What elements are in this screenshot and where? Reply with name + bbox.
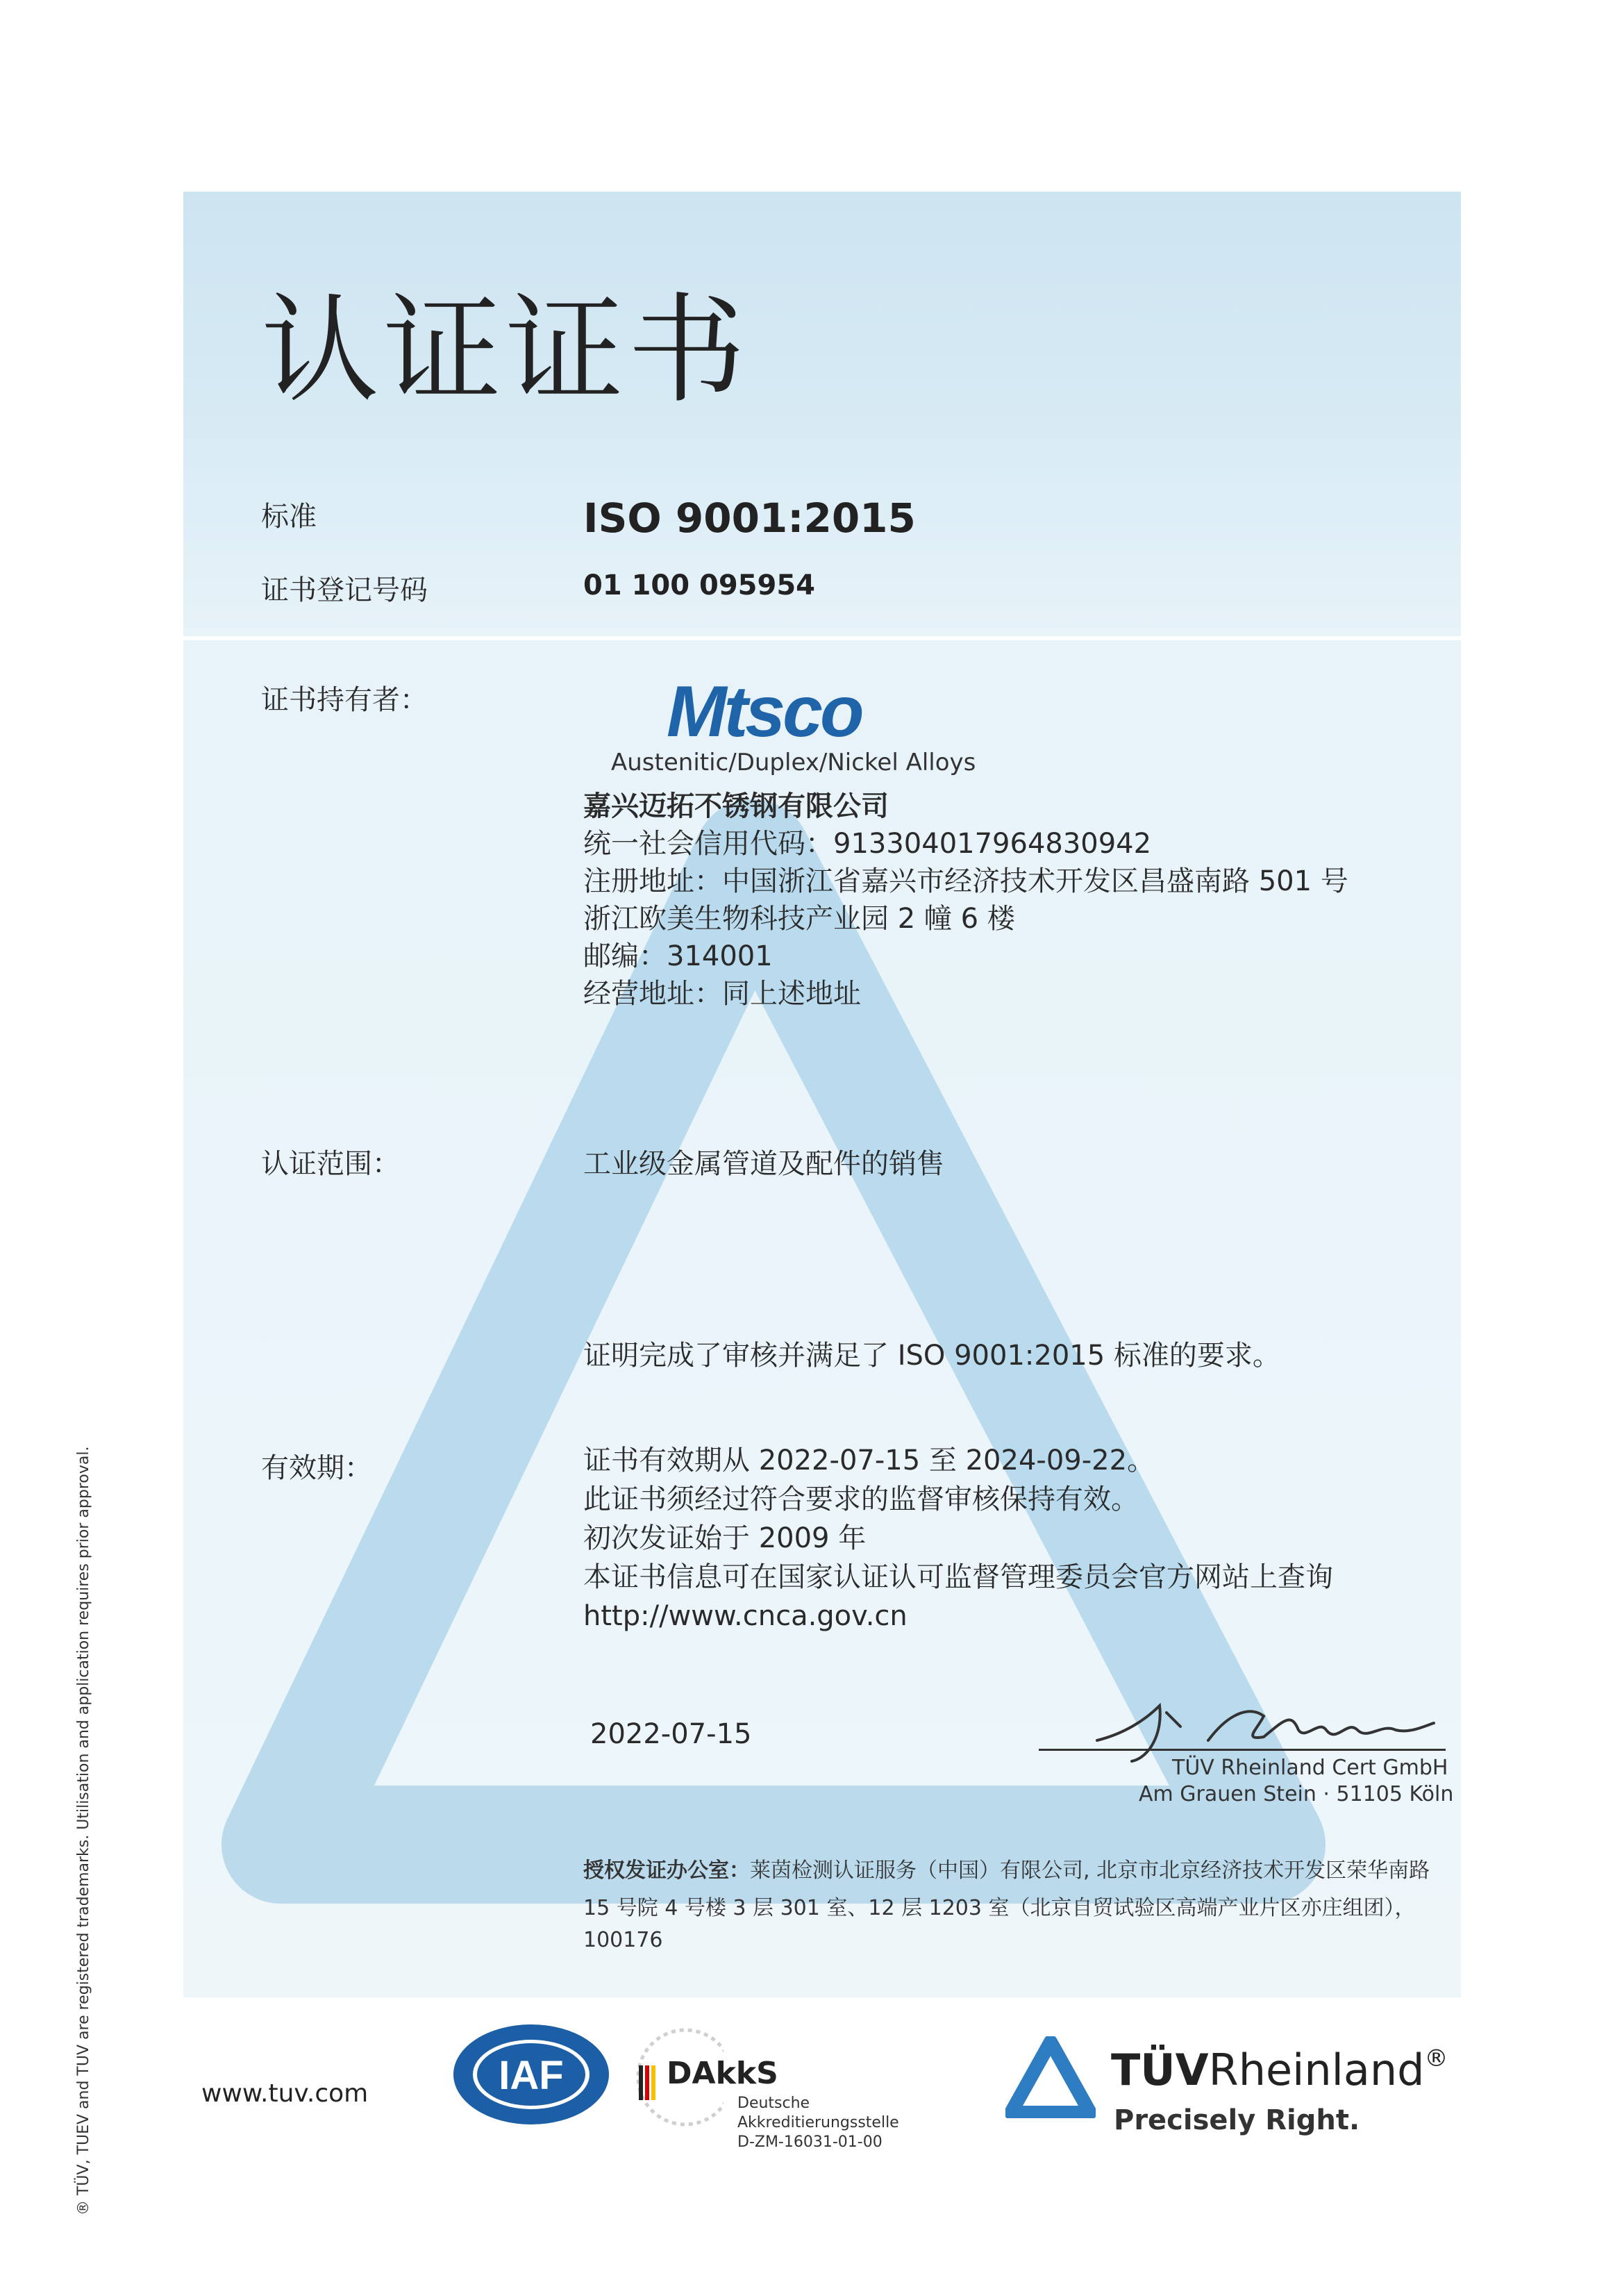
dakks-sub2: Akkreditierungsstelle <box>737 2114 899 2131</box>
tuv-website[interactable]: www.tuv.com <box>201 2079 369 2108</box>
issue-date: 2022-07-15 <box>590 1718 752 1750</box>
issuer-name: TÜV Rheinland Cert GmbH <box>1172 1756 1448 1780</box>
iaf-logo <box>451 2022 611 2129</box>
scope-label: 认证范围： <box>261 1148 400 1180</box>
validity-label: 有效期： <box>261 1452 372 1484</box>
iaf-text: IAF <box>499 2053 564 2098</box>
authorized-office-line2: 15 号院 4 号楼 3 层 301 室、12 层 1203 室（北京自贸试验区高端产业片区亦庄组团）， <box>583 1896 1416 1920</box>
validity-line4: 本证书信息可在国家认证认可监督管理委员会官方网站上查询 <box>583 1561 1333 1593</box>
dakks-sub1: Deutsche <box>737 2095 810 2112</box>
holder-address-line1: 注册地址：中国浙江省嘉兴市经济技术开发区昌盛南路 501 号 <box>583 865 1348 897</box>
issuer-address: Am Grauen Stein · 51105 Köln <box>1139 1782 1454 1806</box>
holder-postcode: 邮编：314001 <box>583 940 773 972</box>
authorized-office-line1 <box>583 1853 1430 1883</box>
scope-value: 工业级金属管道及配件的销售 <box>583 1148 944 1180</box>
validity-line3: 初次发证始于 2009 年 <box>583 1522 867 1554</box>
tuv-slogan: Precisely Right. <box>1114 2104 1360 2136</box>
validity-line2: 此证书须经过符合要求的监督审核保持有效。 <box>583 1483 1139 1515</box>
dakks-code: D-ZM-16031-01-00 <box>737 2133 883 2151</box>
standard-value: ISO 9001:2015 <box>583 494 916 542</box>
standard-label: 标准 <box>261 501 317 533</box>
holder-business-address: 经营地址：同上述地址 <box>583 978 861 1010</box>
holder-credit-code: 统一社会信用代码：913304017964830942 <box>583 828 1152 860</box>
dakks-name: DAkkS <box>667 2056 778 2091</box>
validity-line1: 证书有效期从 2022-07-15 至 2024-09-22。 <box>583 1445 1155 1476</box>
trademark-note: ® TÜV, TUEV and TUV are registered trademarks. Utilisation and application requires prior approval. <box>75 1446 92 2215</box>
tuv-triangle-icon <box>1005 2036 1096 2121</box>
holder-company: 嘉兴迈拓不锈钢有限公司 <box>583 790 889 822</box>
conformity-statement: 证明完成了审核并满足了 ISO 9001:2015 标准的要求。 <box>583 1340 1280 1372</box>
holder-address-line2: 浙江欧美生物科技产业园 2 幢 6 楼 <box>583 903 1015 935</box>
certificate-title: 认证证书 <box>261 282 751 419</box>
mtsco-logo-text: Mtsco <box>667 678 862 747</box>
authorized-office-label: 授权发证办公室： <box>583 1858 750 1883</box>
holder-label: 证书持有者： <box>261 684 428 716</box>
registration-label: 证书登记号码 <box>261 574 428 606</box>
tuv-rheinland-wordmark: TÜVRheinland® <box>1111 2045 1448 2095</box>
cnca-url[interactable]: http://www.cnca.gov.cn <box>583 1600 908 1632</box>
mtsco-logo <box>667 678 986 750</box>
signature-line <box>1039 1749 1446 1751</box>
authorized-office-postcode: 100176 <box>583 1928 663 1952</box>
mtsco-tagline: Austenitic/Duplex/Nickel Alloys <box>611 749 976 776</box>
registration-number: 01 100 095954 <box>583 569 816 601</box>
header-divider <box>183 636 1461 640</box>
authorized-office-text: 莱茵检测认证服务（中国）有限公司, 北京市北京经济技术开发区荣华南路 <box>750 1858 1430 1883</box>
